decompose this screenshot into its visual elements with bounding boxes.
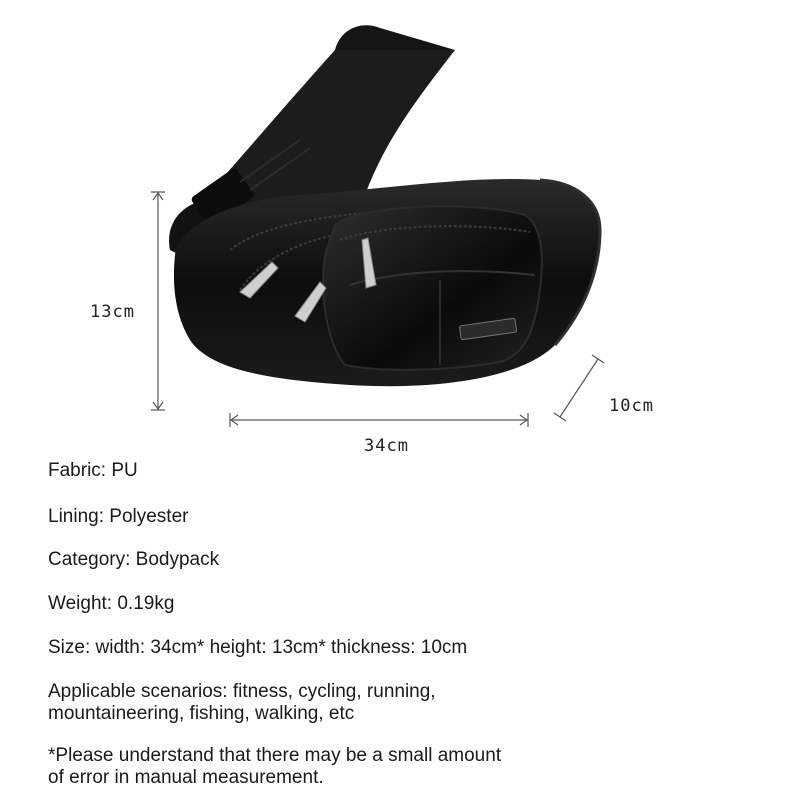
thickness-label: 10cm xyxy=(609,396,654,416)
height-dimension-line xyxy=(151,192,165,410)
measurement-note-line-1: *Please understand that there may be a small amount xyxy=(48,745,502,766)
spec-fabric: Fabric: PU xyxy=(48,460,138,481)
spec-size: Size: width: 34cm* height: 13cm* thickness: 10cm xyxy=(48,637,468,658)
spec-category: Category: Bodypack xyxy=(48,549,220,570)
width-dimension-line xyxy=(230,413,528,427)
width-label: 34cm xyxy=(364,436,409,456)
spec-lining: Lining: Polyester xyxy=(48,506,189,527)
spec-weight: Weight: 0.19kg xyxy=(48,593,175,614)
height-label: 13cm xyxy=(90,302,135,322)
spec-scenarios-line-2: mountaineering, fishing, walking, etc xyxy=(48,703,355,724)
front-pocket xyxy=(323,206,542,370)
measurement-note-line-2: of error in manual measurement. xyxy=(48,767,324,788)
spec-scenarios-line-1: Applicable scenarios: fitness, cycling, running, xyxy=(48,681,436,702)
thickness-dimension-line xyxy=(554,355,604,421)
